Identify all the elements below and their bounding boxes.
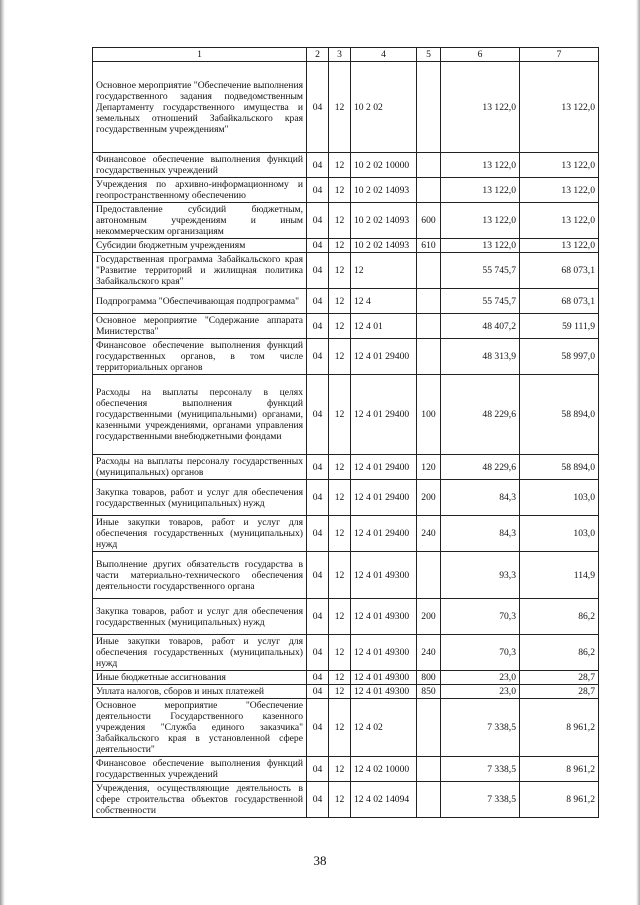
cell-expense-type: 240: [417, 635, 441, 671]
cell-amount-year1: 55 745,7: [441, 289, 520, 314]
cell-target-article: 12 4 01 49300: [351, 552, 417, 599]
cell-target-article: 12 4 01 29400: [351, 455, 417, 480]
cell-expense-type: 600: [417, 203, 441, 239]
table-row: [93, 253, 599, 289]
cell-amount-year1: 13 122,0: [441, 62, 520, 153]
cell-expense-type: 200: [417, 480, 441, 516]
cell-name: Финансовое обеспечение выполнения функций государственных учреждений: [93, 153, 307, 178]
table-row: [93, 339, 599, 375]
cell-name: Предоставление субсидий бюджетным, автономным учреждениям и иным некоммерческим организациям: [93, 203, 307, 239]
cell-expense-type: [417, 62, 441, 153]
cell-subsection: 12: [329, 552, 351, 599]
table-header-row: [93, 48, 599, 62]
cell-section: 04: [307, 339, 329, 375]
table-row: [93, 685, 599, 699]
cell-amount-year1: 7 338,5: [441, 782, 520, 818]
cell-amount-year1: 48 313,9: [441, 339, 520, 375]
table-row: [93, 375, 599, 455]
cell-amount-year1: 84,3: [441, 480, 520, 516]
cell-expense-type: 100: [417, 375, 441, 455]
cell-target-article: 12 4 01 49300: [351, 635, 417, 671]
cell-amount-year1: 48 229,6: [441, 455, 520, 480]
cell-expense-type: [417, 153, 441, 178]
cell-subsection: 12: [329, 153, 351, 178]
cell-section: 04: [307, 516, 329, 552]
cell-section: 04: [307, 699, 329, 757]
cell-amount-year2: 8 961,2: [520, 757, 599, 782]
cell-section: 04: [307, 635, 329, 671]
cell-subsection: 12: [329, 757, 351, 782]
cell-subsection: 12: [329, 455, 351, 480]
cell-section: 04: [307, 671, 329, 685]
table-row: [93, 599, 599, 635]
cell-subsection: 12: [329, 375, 351, 455]
cell-subsection: 12: [329, 782, 351, 818]
cell-section: 04: [307, 62, 329, 153]
cell-expense-type: 240: [417, 516, 441, 552]
cell-name: Основное мероприятие "Обеспечение выполнения государственного задания подведомственным Департаменту государственного имущества и земельных отношений Забайкальского края государственным учреждениям": [93, 62, 307, 153]
table-row: [93, 671, 599, 685]
cell-subsection: 12: [329, 339, 351, 375]
cell-name: Уплата налогов, сборов и иных платежей: [93, 685, 307, 699]
cell-target-article: 12: [351, 253, 417, 289]
cell-name: Иные бюджетные ассигнования: [93, 671, 307, 685]
cell-amount-year2: 28,7: [520, 685, 599, 699]
cell-subsection: 12: [329, 671, 351, 685]
cell-name: Иные закупки товаров, работ и услуг для обеспечения государственных (муниципальных) нужд: [93, 635, 307, 671]
cell-amount-year1: 48 229,6: [441, 375, 520, 455]
cell-amount-year2: 13 122,0: [520, 239, 599, 253]
cell-amount-year2: 59 111,9: [520, 314, 599, 339]
cell-section: 04: [307, 375, 329, 455]
cell-amount-year2: 68 073,1: [520, 253, 599, 289]
cell-name: Финансовое обеспечение выполнения функций государственных органов, в том числе территориальных органов: [93, 339, 307, 375]
cell-amount-year1: 70,3: [441, 635, 520, 671]
cell-amount-year2: 58 894,0: [520, 455, 599, 480]
cell-section: 04: [307, 253, 329, 289]
table-row: [93, 314, 599, 339]
cell-target-article: 12 4: [351, 289, 417, 314]
cell-amount-year2: 28,7: [520, 671, 599, 685]
table-row: [93, 635, 599, 671]
cell-section: 04: [307, 203, 329, 239]
cell-target-article: 12 4 01: [351, 314, 417, 339]
cell-subsection: 12: [329, 314, 351, 339]
cell-amount-year1: 13 122,0: [441, 178, 520, 203]
cell-target-article: 12 4 01 29400: [351, 480, 417, 516]
cell-amount-year1: 84,3: [441, 516, 520, 552]
table-row: [93, 178, 599, 203]
cell-section: 04: [307, 782, 329, 818]
cell-section: 04: [307, 552, 329, 599]
cell-expense-type: [417, 699, 441, 757]
cell-expense-type: [417, 757, 441, 782]
cell-amount-year1: 70,3: [441, 599, 520, 635]
cell-target-article: 10 2 02 14093: [351, 203, 417, 239]
cell-subsection: 12: [329, 699, 351, 757]
cell-expense-type: [417, 178, 441, 203]
cell-amount-year1: 7 338,5: [441, 757, 520, 782]
cell-name: Финансовое обеспечение выполнения функций государственных учреждений: [93, 757, 307, 782]
cell-section: 04: [307, 599, 329, 635]
cell-amount-year1: 7 338,5: [441, 699, 520, 757]
cell-subsection: 12: [329, 239, 351, 253]
cell-section: 04: [307, 455, 329, 480]
header-col-7: 7: [520, 48, 599, 62]
table-row: [93, 516, 599, 552]
cell-section: 04: [307, 153, 329, 178]
cell-amount-year1: 13 122,0: [441, 239, 520, 253]
cell-subsection: 12: [329, 62, 351, 153]
cell-name: Выполнение других обязательств государства в части материально-технического обеспечения деятельности государственного органа: [93, 552, 307, 599]
cell-subsection: 12: [329, 685, 351, 699]
cell-target-article: 12 4 01 29400: [351, 339, 417, 375]
table-row: [93, 455, 599, 480]
cell-target-article: 12 4 02 14094: [351, 782, 417, 818]
cell-amount-year1: 13 122,0: [441, 153, 520, 178]
cell-name: Учреждения по архивно-информационному и геопространственному обеспечению: [93, 178, 307, 203]
cell-amount-year2: 58 997,0: [520, 339, 599, 375]
budget-table: [92, 47, 599, 818]
cell-name: Закупка товаров, работ и услуг для обеспечения государственных (муниципальных) нужд: [93, 480, 307, 516]
cell-amount-year2: 13 122,0: [520, 203, 599, 239]
cell-section: 04: [307, 757, 329, 782]
cell-target-article: 12 4 02: [351, 699, 417, 757]
cell-expense-type: [417, 339, 441, 375]
table-row: [93, 62, 599, 153]
header-col-3: 3: [329, 48, 351, 62]
header-col-6: 6: [441, 48, 520, 62]
cell-expense-type: [417, 289, 441, 314]
cell-subsection: 12: [329, 253, 351, 289]
header-col-1: 1: [93, 48, 307, 62]
cell-expense-type: 200: [417, 599, 441, 635]
cell-expense-type: [417, 552, 441, 599]
cell-subsection: 12: [329, 516, 351, 552]
cell-target-article: 12 4 01 29400: [351, 375, 417, 455]
cell-amount-year1: 55 745,7: [441, 253, 520, 289]
cell-subsection: 12: [329, 289, 351, 314]
cell-name: Расходы на выплаты персоналу государственных (муниципальных) органов: [93, 455, 307, 480]
cell-expense-type: 800: [417, 671, 441, 685]
cell-expense-type: [417, 253, 441, 289]
cell-name: Закупка товаров, работ и услуг для обеспечения государственных (муниципальных) нужд: [93, 599, 307, 635]
cell-target-article: 12 4 02 10000: [351, 757, 417, 782]
cell-amount-year2: 8 961,2: [520, 782, 599, 818]
scan-edge-left: [0, 0, 5, 905]
cell-name: Основное мероприятие "Содержание аппарата Министерства": [93, 314, 307, 339]
cell-amount-year2: 114,9: [520, 552, 599, 599]
table-row: [93, 552, 599, 599]
cell-amount-year1: 48 407,2: [441, 314, 520, 339]
table-row: [93, 153, 599, 178]
cell-subsection: 12: [329, 635, 351, 671]
cell-name: Основное мероприятие "Обеспечение деятельности Государственного казенного учреждения "Служба единого заказчика" Забайкальского края в установленной сфере деятельности": [93, 699, 307, 757]
cell-subsection: 12: [329, 599, 351, 635]
cell-target-article: 10 2 02 10000: [351, 153, 417, 178]
scan-edge-right: [636, 0, 640, 905]
cell-target-article: 12 4 01 49300: [351, 599, 417, 635]
cell-amount-year1: 23,0: [441, 671, 520, 685]
cell-name: Подпрограмма "Обеспечивающая подпрограмма": [93, 289, 307, 314]
cell-amount-year2: 86,2: [520, 635, 599, 671]
cell-expense-type: 850: [417, 685, 441, 699]
cell-section: 04: [307, 480, 329, 516]
cell-name: Субсидии бюджетным учреждениям: [93, 239, 307, 253]
cell-target-article: 12 4 01 49300: [351, 671, 417, 685]
table-row: [93, 480, 599, 516]
cell-expense-type: [417, 314, 441, 339]
table-row: [93, 239, 599, 253]
cell-subsection: 12: [329, 480, 351, 516]
cell-expense-type: 610: [417, 239, 441, 253]
cell-amount-year1: 23,0: [441, 685, 520, 699]
cell-name: Учреждения, осуществляющие деятельность в сфере строительства объектов государственной собственности: [93, 782, 307, 818]
cell-amount-year2: 68 073,1: [520, 289, 599, 314]
cell-amount-year2: 103,0: [520, 516, 599, 552]
table-row: [93, 203, 599, 239]
header-col-2: 2: [307, 48, 329, 62]
page-number: 38: [313, 853, 327, 868]
cell-name: Расходы на выплаты персоналу в целях обеспечения выполнения функций государственными (муниципальными) органами, казенными учреждениями, органами управления государственными внебюджетными фондами: [93, 375, 307, 455]
cell-amount-year2: 8 961,2: [520, 699, 599, 757]
table-row: [93, 757, 599, 782]
table-row: [93, 699, 599, 757]
table-row: [93, 782, 599, 818]
cell-subsection: 12: [329, 203, 351, 239]
cell-name: Государственная программа Забайкальского края "Развитие территорий и жилищная политика Забайкальского края": [93, 253, 307, 289]
cell-expense-type: [417, 782, 441, 818]
cell-name: Иные закупки товаров, работ и услуг для обеспечения государственных (муниципальных) нужд: [93, 516, 307, 552]
cell-amount-year2: 103,0: [520, 480, 599, 516]
cell-amount-year1: 13 122,0: [441, 203, 520, 239]
cell-section: 04: [307, 239, 329, 253]
cell-target-article: 12 4 01 29400: [351, 516, 417, 552]
cell-section: 04: [307, 685, 329, 699]
cell-amount-year2: 13 122,0: [520, 153, 599, 178]
cell-expense-type: 120: [417, 455, 441, 480]
cell-target-article: 10 2 02: [351, 62, 417, 153]
cell-section: 04: [307, 314, 329, 339]
cell-amount-year2: 86,2: [520, 599, 599, 635]
table-row: [93, 289, 599, 314]
cell-target-article: 10 2 02 14093: [351, 178, 417, 203]
cell-amount-year2: 13 122,0: [520, 178, 599, 203]
cell-amount-year2: 13 122,0: [520, 62, 599, 153]
cell-section: 04: [307, 178, 329, 203]
cell-subsection: 12: [329, 178, 351, 203]
cell-section: 04: [307, 289, 329, 314]
header-col-4: 4: [351, 48, 417, 62]
cell-amount-year1: 93,3: [441, 552, 520, 599]
header-col-5: 5: [417, 48, 441, 62]
cell-target-article: 12 4 01 49300: [351, 685, 417, 699]
cell-target-article: 10 2 02 14093: [351, 239, 417, 253]
cell-amount-year2: 58 894,0: [520, 375, 599, 455]
